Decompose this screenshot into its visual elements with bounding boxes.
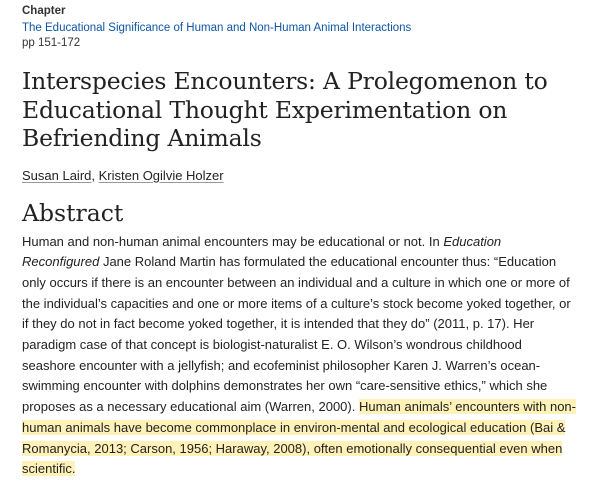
abstract-text-part2: Jane Roland Martin has formulated the educational encounter thus: “Education only occurs if there is an encounter between an individual and a culture in which one or more of the individual’s capacities and one or more items of a culture’s stock become yoked together, or if they do not in fact become yoked together, it is intended that they do” (2011, p. 17). Her paradigm case of that concept is biologist-naturalist E. O. Wilson’s wondrous childhood seashore encounter with a jellyfish; and ecofeminist philosopher Karen J. Warren’s ocean-swimming encounter with dolphins demonstrates her own “care-sensitive ethics,” which she proposes as a necessary educational aim (Warren, 2000). [22,254,571,415]
author-list [22,167,576,185]
page-range: pp 151-172 [22,37,81,49]
author-separator: , [91,167,99,183]
book-title-link[interactable]: The Educational Significance of Human and Non-Human Animal Interactions [22,22,412,34]
highlighted-passage: Human animals’ encounters with non-human animals have become commonplace in environ-mental and ecological education (Bai & Romanycia, 2013; Carson, 1956; Haraway, 2008), often emotionally consequential even when scientific. [22,399,576,477]
abstract-heading: Abstract [22,198,124,227]
content-type-label: Chapter [22,5,66,17]
abstract-body [22,232,576,480]
chapter-title: Interspecies Encounters: A Prolegomenon to Educational Thought Experimentation on Befriending Animals [22,67,548,152]
author-link-kristen-ogilvie-holzer[interactable]: Kristen Ogilvie Holzer [98,167,224,183]
author-link-susan-laird[interactable]: Susan Laird [22,167,92,183]
abstract-book-title: Education Reconfigured [22,233,502,270]
abstract-text-part1: Human and non-human animal encounters may be educational or not. In [22,233,444,249]
